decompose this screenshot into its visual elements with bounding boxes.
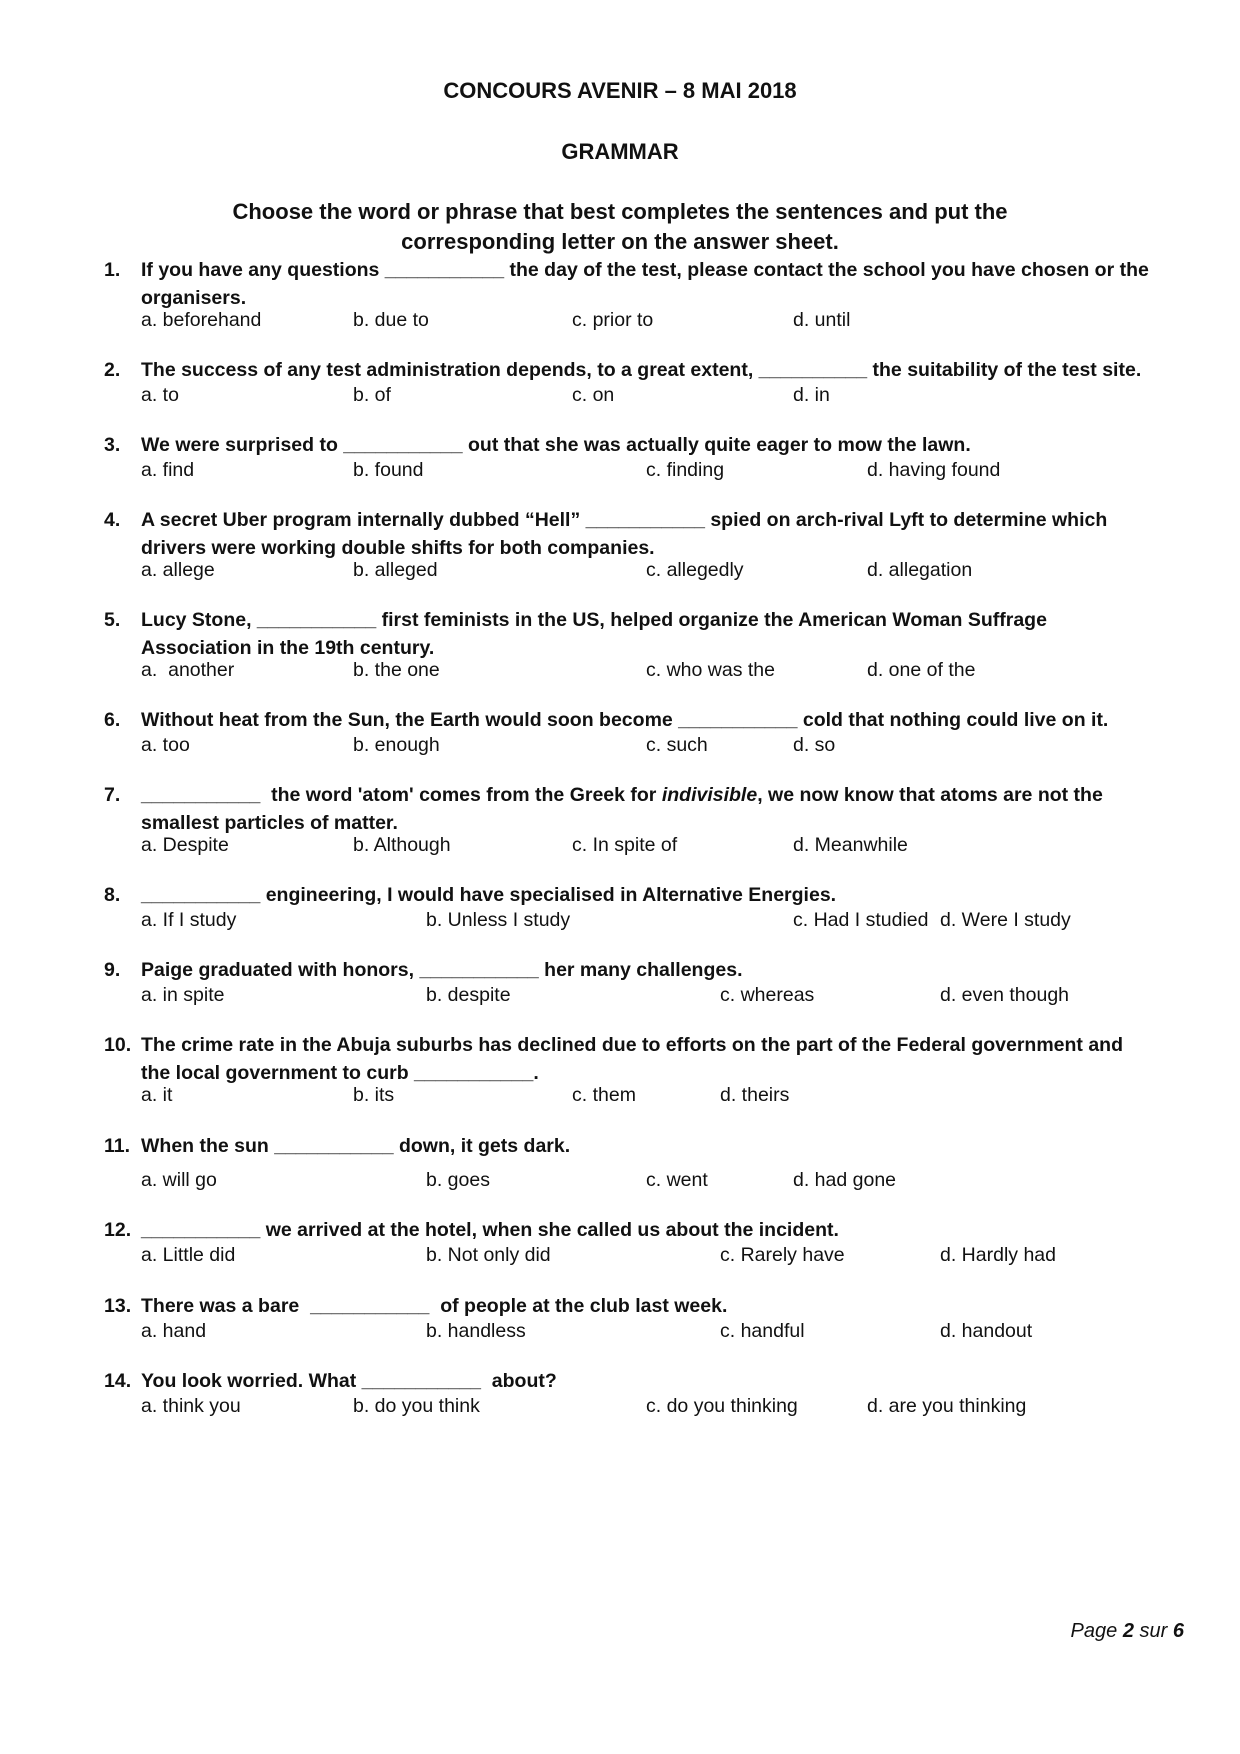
option-b: b. its [353, 1084, 395, 1106]
question-line-1-start: ___________ the word 'atom' comes from the Greek for [141, 784, 662, 806]
option-c: c. who was the [646, 659, 775, 681]
question-line-1: Lucy Stone, ___________ first feminists in the US, helped organize the American Woman Suffrage [141, 609, 1047, 631]
option-b: b. goes [426, 1169, 490, 1191]
option-d: d. Were I study [940, 909, 1071, 931]
option-a: a. too [141, 734, 190, 756]
option-a: a. in spite [141, 984, 225, 1006]
question-text [141, 1132, 1181, 1160]
question-number: 8. [104, 884, 121, 906]
option-d: d. even though [940, 984, 1070, 1006]
option-d: d. handout [940, 1320, 1033, 1342]
question-line-2: the local government to curb ___________. [141, 1062, 539, 1084]
option-d: d. one of the [867, 659, 976, 681]
option-c: c. prior to [572, 309, 654, 331]
question-line-1: Without heat from the Sun, the Earth would soon become ___________ cold that nothing could live on it. [141, 709, 1109, 731]
option-b: b. the one [353, 659, 440, 681]
option-a: a. hand [141, 1320, 207, 1342]
option-a: a. it [141, 1084, 173, 1106]
option-d: d. theirs [720, 1084, 790, 1106]
question-text [141, 431, 1181, 459]
question-line-1: The success of any test administration depends, to a great extent, __________ the suitability of the test site. [141, 359, 1142, 381]
instruction-line-2: corresponding letter on the answer sheet. [401, 229, 839, 254]
question-number: 5. [104, 609, 121, 631]
question-number: 11. [104, 1135, 131, 1157]
option-b: b. Unless I study [426, 909, 571, 931]
question-text [141, 1216, 1181, 1244]
question-line-1: We were surprised to ___________ out that she was actually quite eager to mow the lawn. [141, 434, 971, 456]
question-text [141, 956, 1181, 984]
question-number: 2. [104, 359, 121, 381]
option-b: b. despite [426, 984, 511, 1006]
of-word: sur [1139, 1620, 1168, 1642]
question-number: 3. [104, 434, 121, 456]
option-c: c. allegedly [646, 559, 744, 581]
option-a: a. will go [141, 1169, 217, 1191]
question-line-1: A secret Uber program internally dubbed “Hell” ___________ spied on arch-rival Lyft to determine which [141, 509, 1108, 531]
page-number: 2 [1122, 1620, 1134, 1642]
option-d: d. allegation [867, 559, 973, 581]
option-b: b. handless [426, 1320, 526, 1342]
option-a: a. to [141, 384, 179, 406]
option-c: c. them [572, 1084, 636, 1106]
question-line-1: If you have any questions ___________ the day of the test, please contact the school you have chosen or the [141, 259, 1149, 281]
question-line-1: Paige graduated with honors, ___________ her many challenges. [141, 959, 743, 981]
option-d: d. in [793, 384, 830, 406]
option-a: a. allege [141, 559, 215, 581]
option-a: a. Little did [141, 1244, 236, 1266]
question-line-1: There was a bare ___________ of people at the club last week. [141, 1295, 728, 1317]
option-c: c. do you thinking [646, 1395, 798, 1417]
option-d: d. until [793, 309, 851, 331]
option-d: d. Meanwhile [793, 834, 908, 856]
question-line-1: You look worried. What ___________ about? [141, 1370, 557, 1392]
question-text [141, 706, 1181, 734]
section-title: GRAMMAR [561, 139, 679, 164]
option-d: d. are you thinking [867, 1395, 1027, 1417]
option-b: b. alleged [353, 559, 438, 581]
question-line-2: organisers. [141, 287, 247, 309]
option-a: a. find [141, 459, 195, 481]
option-d: d. had gone [793, 1169, 897, 1191]
page-footer [1071, 1620, 1184, 1643]
option-b: b. Although [353, 834, 451, 856]
option-c: c. on [572, 384, 615, 406]
question-text [141, 1367, 1181, 1395]
question-text [141, 1031, 1181, 1087]
option-b: b. due to [353, 309, 429, 331]
question-text [141, 606, 1181, 662]
option-b: b. Not only did [426, 1244, 551, 1266]
option-a: a. beforehand [141, 309, 262, 331]
option-b: b. found [353, 459, 424, 481]
option-c: c. handful [720, 1320, 805, 1342]
page-total: 6 [1172, 1620, 1184, 1642]
question-line-2: drivers were working double shifts for both companies. [141, 537, 655, 559]
question-number: 9. [104, 959, 121, 981]
option-c: c. such [646, 734, 708, 756]
option-c: c. Rarely have [720, 1244, 845, 1266]
question-line-2: Association in the 19th century. [141, 637, 435, 659]
question-text [141, 1292, 1181, 1320]
exam-title: CONCOURS AVENIR – 8 MAI 2018 [443, 78, 797, 103]
question-text [141, 506, 1181, 562]
question-number: 10. [104, 1034, 132, 1056]
question-number: 4. [104, 509, 121, 531]
option-d: d. Hardly had [940, 1244, 1056, 1266]
question-line-1: When the sun ___________ down, it gets dark. [141, 1135, 571, 1157]
question-italic-word: indivisible [661, 784, 758, 806]
option-a: a. another [141, 659, 235, 681]
question-text [141, 881, 1181, 909]
option-a: a. If I study [141, 909, 237, 931]
option-b: b. do you think [353, 1395, 480, 1417]
instruction-line-1: Choose the word or phrase that best completes the sentences and put the [232, 199, 1008, 224]
question-number: 6. [104, 709, 121, 731]
option-b: b. enough [353, 734, 440, 756]
option-d: d. having found [867, 459, 1001, 481]
question-text [141, 356, 1181, 384]
option-a: a. Despite [141, 834, 229, 856]
option-c: c. went [646, 1169, 708, 1191]
instructions [0, 197, 1240, 257]
question-number: 13. [104, 1295, 132, 1317]
question-text [141, 781, 1181, 837]
option-a: a. think you [141, 1395, 241, 1417]
question-text [141, 256, 1181, 312]
question-number: 1. [104, 259, 121, 281]
question-number: 7. [104, 784, 121, 806]
question-line-1: The crime rate in the Abuja suburbs has declined due to efforts on the part of the Federal government and [141, 1034, 1124, 1056]
option-c: c. In spite of [572, 834, 678, 856]
question-number: 12. [104, 1219, 132, 1241]
question-line-1: ___________ engineering, I would have specialised in Alternative Energies. [141, 884, 837, 906]
question-line-2: smallest particles of matter. [141, 812, 398, 834]
option-c: c. finding [646, 459, 725, 481]
question-number: 14. [104, 1370, 132, 1392]
option-c: c. whereas [720, 984, 815, 1006]
option-b: b. of [353, 384, 391, 406]
option-c: c. Had I studied [793, 909, 929, 931]
question-line-1: ___________ we arrived at the hotel, when she called us about the incident. [141, 1219, 839, 1241]
option-d: d. so [793, 734, 836, 756]
question-line-1-end: , we now know that atoms are not the [757, 784, 1103, 806]
question-line-1 [141, 781, 1181, 809]
page-word: Page [1070, 1620, 1118, 1642]
